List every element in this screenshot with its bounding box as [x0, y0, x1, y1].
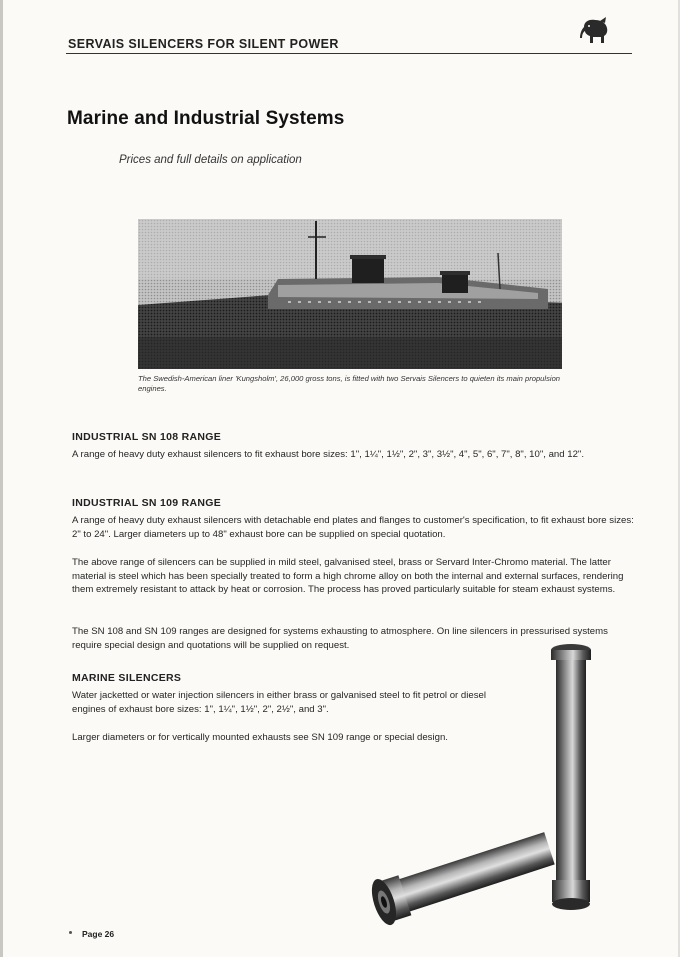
section-heading-sn108: INDUSTRIAL SN 108 RANGE — [72, 431, 222, 443]
page-number: Page 26 — [82, 929, 115, 939]
header-rule — [66, 53, 632, 54]
atmosphere-paragraph: The SN 108 and SN 109 ranges are designed for systems exhausting to atmosphere. On line silencers in pressurised systems require special design and quotations will be supplied on request. — [72, 626, 608, 651]
marine-description: Water jacketted or water injection silencers in either brass or galvanised steel to fit petrol or diesel engines of exhaust bore sizes: 1", 1¼", 1½", 2", 2½", and 3". — [72, 690, 486, 715]
sn108-description: A range of heavy duty exhaust silencers to fit exhaust bore sizes: 1", 1¼", 1½", 2", 3", 3½", 4", 5", 6", 7", 8", 10", and 12". — [72, 449, 584, 460]
section-heading-sn109: INDUSTRIAL SN 109 RANGE — [72, 497, 222, 509]
page-title: Marine and Industrial Systems — [67, 108, 345, 129]
marine-larger-note: Larger diameters or for vertically mounted exhausts see SN 109 range or special design. — [72, 732, 448, 743]
page-subtitle: Prices and full details on application — [119, 154, 302, 166]
photo-caption: The Swedish-American liner 'Kungsholm', 26,000 gross tons, is fitted with two Servais Silencers to quieten its main propulsion engines. — [138, 374, 561, 393]
horizontal-silencer-image — [366, 822, 556, 932]
elephant-logo-icon — [578, 15, 612, 47]
section-heading-marine: MARINE SILENCERS — [72, 672, 182, 684]
page-edge-left — [0, 0, 3, 957]
header-title: SERVAIS SILENCERS FOR SILENT POWER — [68, 37, 339, 51]
footer-bullet — [69, 931, 72, 934]
materials-paragraph: The above range of silencers can be supplied in mild steel, galvanised steel, brass or Servard Inter-Chromo material. The latter material is steel which has been specially treated to form a high chrome alloy on both the internal and external surfaces, rendering them extremely resistant to attack by heat or corrosion. The process has proved particularly suitable for steam exhaust systems. — [72, 557, 624, 595]
sn109-description: A range of heavy duty exhaust silencers with detachable end plates and flanges to customer's specification, to fit exhaust bore sizes: 2" to 24". Larger diameters up to 48" exhaust bore can be supplied on special quotation. — [72, 515, 634, 540]
ship-photo — [138, 219, 562, 369]
